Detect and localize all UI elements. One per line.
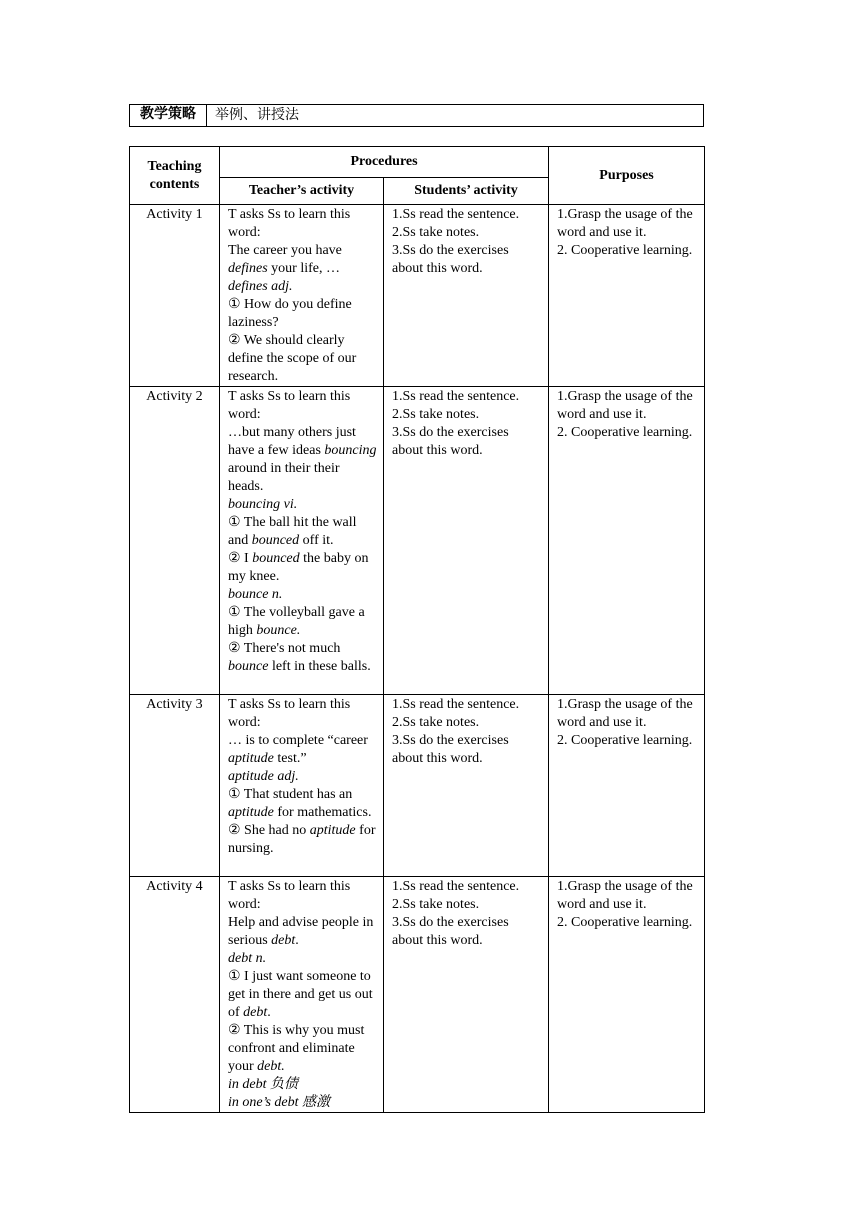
text: .	[267, 1005, 271, 1020]
teacher-activity-line	[228, 424, 378, 496]
teacher-activity-line	[228, 1094, 378, 1112]
text: ① The ball hit the wall and	[228, 515, 357, 548]
italic-text: bounced	[251, 533, 300, 548]
header-teacher-activity: Teacher’s activity	[220, 178, 384, 205]
students-activity-line: 2.Ss take notes.	[392, 407, 480, 422]
students-activity-line: 3.Ss do the exercises about this word.	[392, 733, 509, 766]
text: ① How do you define laziness?	[228, 297, 352, 330]
italic-text: debt	[271, 933, 296, 948]
italic-text: defines adj.	[228, 279, 293, 294]
header-teaching-contents	[130, 147, 220, 205]
students-activity-line: 2.Ss take notes.	[392, 225, 480, 240]
purpose-line: 2. Cooperative learning.	[557, 243, 693, 258]
teacher-activity-line	[228, 514, 378, 550]
students-activity-line: 3.Ss do the exercises about this word.	[392, 425, 509, 458]
italic-text: debt n.	[228, 951, 267, 966]
italic-text: bouncing	[324, 443, 377, 458]
italic-text: bounce.	[256, 623, 301, 638]
text: test.”	[273, 751, 307, 766]
purpose-line: 1.Grasp the usage of the word and use it.	[557, 879, 693, 912]
teacher-activity-line	[228, 640, 378, 676]
purpose-line: 2. Cooperative learning.	[557, 425, 693, 440]
text: off it.	[299, 533, 334, 548]
strategy-label: 教学策略	[130, 105, 207, 127]
italic-text: bounce	[228, 659, 269, 674]
students-activity-line: 1.Ss read the sentence.	[392, 207, 520, 222]
text: for mathematics.	[273, 805, 372, 820]
text: The career you have	[228, 243, 342, 258]
teacher-activity-line	[228, 332, 378, 386]
students-activity-cell	[384, 877, 549, 1113]
teacher-activity-line	[228, 1022, 378, 1076]
text: ② There's not much	[228, 641, 341, 656]
italic-text: aptitude	[228, 751, 274, 766]
text: .	[295, 933, 299, 948]
text: around in their their heads.	[228, 461, 340, 494]
teacher-activity-line	[228, 732, 378, 768]
teacher-activity-line	[228, 822, 378, 858]
teacher-activity-line	[228, 296, 378, 332]
students-activity-line: 1.Ss read the sentence.	[392, 389, 520, 404]
text: ② I	[228, 551, 253, 566]
lesson-table	[129, 146, 705, 1113]
text: T asks Ss to learn this word:	[228, 389, 351, 422]
teacher-activity-line	[228, 278, 378, 296]
purposes-cell	[549, 205, 705, 387]
purpose-line: 2. Cooperative learning.	[557, 915, 693, 930]
teacher-activity-cell	[220, 877, 384, 1113]
italic-text: aptitude	[228, 805, 274, 820]
italic-text: aptitude adj.	[228, 769, 299, 784]
purpose-line: 1.Grasp the usage of the word and use it.	[557, 389, 693, 422]
header-procedures: Procedures	[220, 147, 549, 178]
students-activity-line: 3.Ss do the exercises about this word.	[392, 243, 509, 276]
text: … is to complete “career	[228, 733, 368, 748]
students-activity-line: 2.Ss take notes.	[392, 715, 480, 730]
activity-name: Activity 2	[130, 387, 220, 695]
students-activity-line: 3.Ss do the exercises about this word.	[392, 915, 509, 948]
italic-text: aptitude	[309, 823, 356, 838]
text: T asks Ss to learn this word:	[228, 697, 351, 730]
teacher-activity-line	[228, 914, 378, 950]
students-activity-cell	[384, 387, 549, 695]
header-teaching-contents-label: Teaching contents	[147, 158, 202, 192]
text: T asks Ss to learn this word:	[228, 207, 351, 240]
purposes-cell	[549, 695, 705, 877]
purposes-cell	[549, 877, 705, 1113]
table-body	[130, 205, 705, 1113]
table-row	[130, 387, 705, 695]
teacher-activity-line	[228, 1076, 378, 1094]
italic-text: in one’s debt 感激	[228, 1095, 331, 1110]
text: Help and advise people in serious	[228, 915, 374, 948]
text: ① I just want someone to get in there and get us out of	[228, 969, 373, 1020]
teacher-activity-line	[228, 604, 378, 640]
teacher-activity-line	[228, 968, 378, 1022]
purpose-line: 1.Grasp the usage of the word and use it.	[557, 697, 693, 730]
header-purposes: Purposes	[549, 147, 705, 205]
purpose-line: 2. Cooperative learning.	[557, 733, 693, 748]
students-activity-cell	[384, 205, 549, 387]
teacher-activity-line	[228, 950, 378, 968]
teacher-activity-line	[228, 696, 378, 732]
teacher-activity-line	[228, 496, 378, 514]
teacher-activity-line	[228, 550, 378, 586]
italic-text: in debt 负债	[228, 1077, 298, 1092]
text: ① That student has an	[228, 787, 353, 802]
text: ② This is why you must confront and eliminate your	[228, 1023, 365, 1074]
teacher-activity-line	[228, 206, 378, 242]
teacher-activity-line	[228, 586, 378, 604]
activity-name: Activity 1	[130, 205, 220, 387]
strategy-value: 举例、讲授法	[207, 105, 704, 127]
text: …but many others just have a few ideas	[228, 425, 356, 458]
teacher-activity-cell	[220, 387, 384, 695]
students-activity-line: 2.Ss take notes.	[392, 897, 480, 912]
text: the baby on my knee.	[228, 551, 369, 584]
students-activity-line: 1.Ss read the sentence.	[392, 697, 520, 712]
activity-name: Activity 4	[130, 877, 220, 1113]
teacher-activity-cell	[220, 695, 384, 877]
italic-text: bouncing vi.	[228, 497, 298, 512]
table-row	[130, 877, 705, 1113]
table-row	[130, 695, 705, 877]
activity-name: Activity 3	[130, 695, 220, 877]
teacher-activity-line	[228, 768, 378, 786]
italic-text: bounced	[252, 551, 300, 566]
teacher-activity-cell	[220, 205, 384, 387]
text: ① The volleyball gave a high	[228, 605, 365, 638]
teacher-activity-line	[228, 242, 378, 278]
purpose-line: 1.Grasp the usage of the word and use it.	[557, 207, 693, 240]
italic-text: debt	[243, 1005, 268, 1020]
italic-text: debt.	[257, 1059, 285, 1074]
text: T asks Ss to learn this word:	[228, 879, 351, 912]
italic-text: bounce n.	[228, 587, 283, 602]
students-activity-line: 1.Ss read the sentence.	[392, 879, 520, 894]
text: ② She had no	[228, 823, 310, 838]
students-activity-cell	[384, 695, 549, 877]
header-students-activity: Students’ activity	[384, 178, 549, 205]
teacher-activity-line	[228, 388, 378, 424]
teacher-activity-line	[228, 878, 378, 914]
text: your life, …	[267, 261, 340, 276]
table-row	[130, 205, 705, 387]
italic-text: defines	[228, 261, 268, 276]
text: ② We should clearly define the scope of our research.	[228, 333, 357, 384]
purposes-cell	[549, 387, 705, 695]
text: left in these balls.	[268, 659, 371, 674]
teacher-activity-line	[228, 786, 378, 822]
strategy-table	[129, 104, 704, 127]
text: for nursing.	[228, 823, 376, 856]
